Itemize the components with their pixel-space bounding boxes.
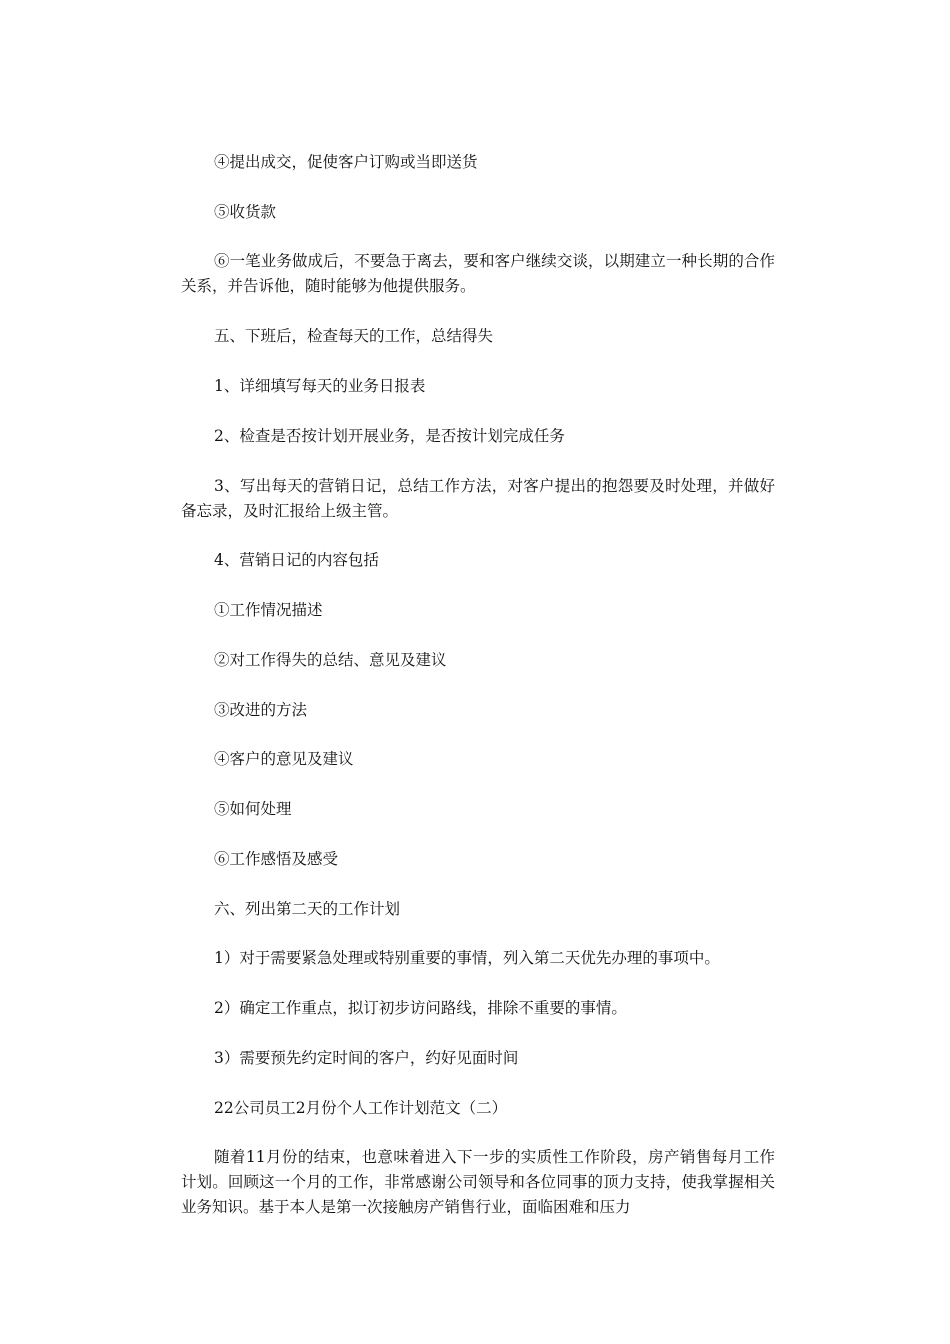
paragraph-diary-item-5: ⑤如何处理 bbox=[214, 800, 292, 818]
paragraph-step-4-diary-contents: 4、营销日记的内容包括 bbox=[214, 551, 379, 569]
paragraph-step-2-check-plan: 2、检查是否按计划开展业务，是否按计划完成任务 bbox=[214, 427, 565, 445]
article-title: 22公司员工2月份个人工作计划范文（二） bbox=[214, 1099, 508, 1117]
paragraph-plan-1: 1）对于需要紧急处理或特别重要的事情，列入第二天优先办理的事项中。 bbox=[214, 949, 720, 967]
paragraph-item-4-close-deal: ④提出成交，促使客户订购或当即送货 bbox=[214, 153, 478, 171]
paragraph-plan-2: 2）确定工作重点，拟订初步访问路线，排除不重要的事情。 bbox=[214, 999, 627, 1017]
section-heading-six: 六、列出第二天的工作计划 bbox=[214, 900, 401, 918]
paragraph-step-1-daily-report: 1、详细填写每天的业务日报表 bbox=[214, 377, 426, 395]
paragraph-step-3-marketing-diary: 3、写出每天的营销日记，总结工作方法，对客户提出的抱怨要及时处理，并做好备忘录，及时汇报给上级主管。 bbox=[181, 477, 775, 520]
paragraph-diary-item-1: ①工作情况描述 bbox=[214, 601, 323, 619]
paragraph-item-5-collect-payment: ⑤收货款 bbox=[214, 203, 277, 221]
paragraph-plan-3: 3）需要预先约定时间的客户，约好见面时间 bbox=[214, 1049, 519, 1067]
paragraph-diary-item-2: ②对工作得失的总结、意见及建议 bbox=[214, 651, 447, 669]
paragraph-diary-item-3: ③改进的方法 bbox=[214, 701, 308, 719]
paragraph-diary-item-4: ④客户的意见及建议 bbox=[214, 750, 354, 768]
paragraph-item-6-long-term-relationship: ⑥一笔业务做成后，不要急于离去，要和客户继续交谈，以期建立一种长期的合作关系，并告诉他，随时能够为他提供服务。 bbox=[181, 252, 775, 295]
section-heading-five: 五、下班后，检查每天的工作，总结得失 bbox=[214, 327, 494, 345]
paragraph-intro: 随着11月份的结束，也意味着进入下一步的实质性工作阶段，房产销售每月工作计划。回顾这一个月的工作，非常感谢公司领导和各位同事的顶力支持，使我掌握相关业务知识。基于本人是第一次接触房产销售行业，面临困难和压力 bbox=[181, 1148, 775, 1216]
paragraph-diary-item-6: ⑥工作感悟及感受 bbox=[214, 850, 339, 868]
